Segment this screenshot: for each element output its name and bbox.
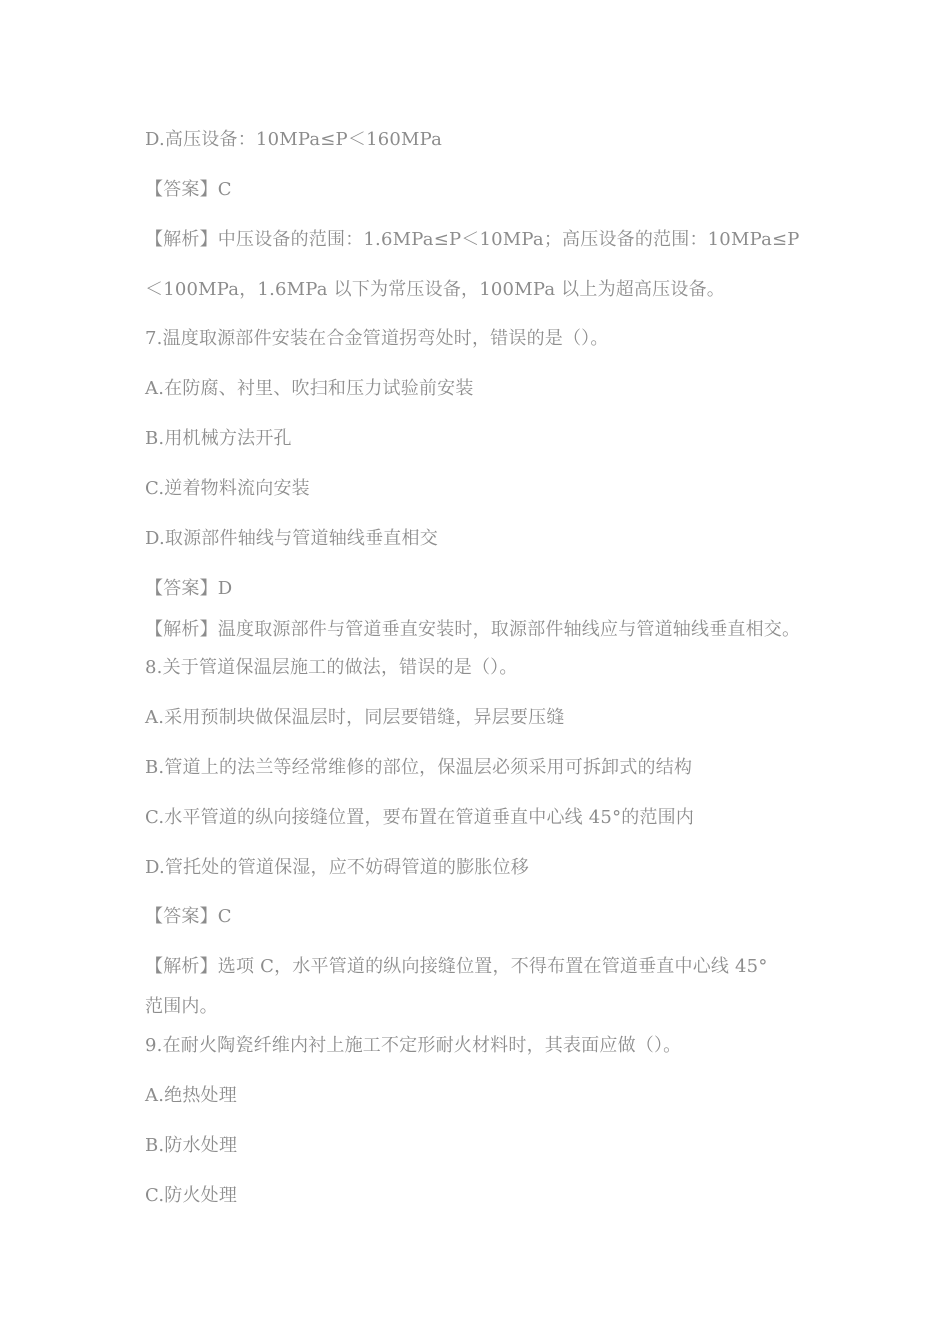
option-a-q9: A.绝热处理	[145, 1085, 237, 1106]
option-b-q8: B.管道上的法兰等经常维修的部位，保温层必须采用可拆卸式的结构	[145, 757, 693, 778]
option-b-q9: B.防水处理	[145, 1135, 238, 1156]
analysis-q8-line1: 【解析】选项 C，水平管道的纵向接缝位置，不得布置在管道垂直中心线 45°	[145, 956, 768, 977]
question-8: 8.关于管道保温层施工的做法，错误的是（）。	[145, 657, 518, 678]
option-d-q8: D.管托处的管道保湿，应不妨碍管道的膨胀位移	[145, 857, 529, 878]
option-c-q7: C.逆着物料流向安装	[145, 478, 310, 499]
option-c-q8: C.水平管道的纵向接缝位置，要布置在管道垂直中心线 45°的范围内	[145, 807, 695, 828]
analysis-q6-line2: ＜100MPa，1.6MPa 以下为常压设备，100MPa 以上为超高压设备。	[145, 279, 725, 300]
option-a-q8: A.采用预制块做保温层时，同层要错缝，异层要压缝	[145, 707, 565, 728]
answer-q6: 【答案】C	[145, 179, 232, 200]
analysis-q7: 【解析】温度取源部件与管道垂直安装时，取源部件轴线应与管道轴线垂直相交。	[145, 619, 801, 640]
option-d-q6: D.高压设备：10MPa≤P＜160MPa	[145, 129, 443, 150]
option-c-q9: C.防火处理	[145, 1185, 238, 1206]
option-d-q7: D.取源部件轴线与管道轴线垂直相交	[145, 528, 438, 549]
option-a-q7: A.在防腐、衬里、吹扫和压力试验前安装	[145, 378, 474, 399]
answer-q8: 【答案】C	[145, 906, 232, 927]
analysis-q8-line2: 范围内。	[145, 996, 218, 1017]
analysis-q6-line1: 【解析】中压设备的范围：1.6MPa≤P＜10MPa；高压设备的范围：10MPa≤P	[145, 229, 800, 250]
question-7: 7.温度取源部件安装在合金管道拐弯处时，错误的是（）。	[145, 328, 609, 349]
answer-q7: 【答案】D	[145, 578, 233, 599]
question-9: 9.在耐火陶瓷纤维内衬上施工不定形耐火材料时，其表面应做（）。	[145, 1035, 682, 1056]
option-b-q7: B.用机械方法开孔	[145, 428, 292, 449]
